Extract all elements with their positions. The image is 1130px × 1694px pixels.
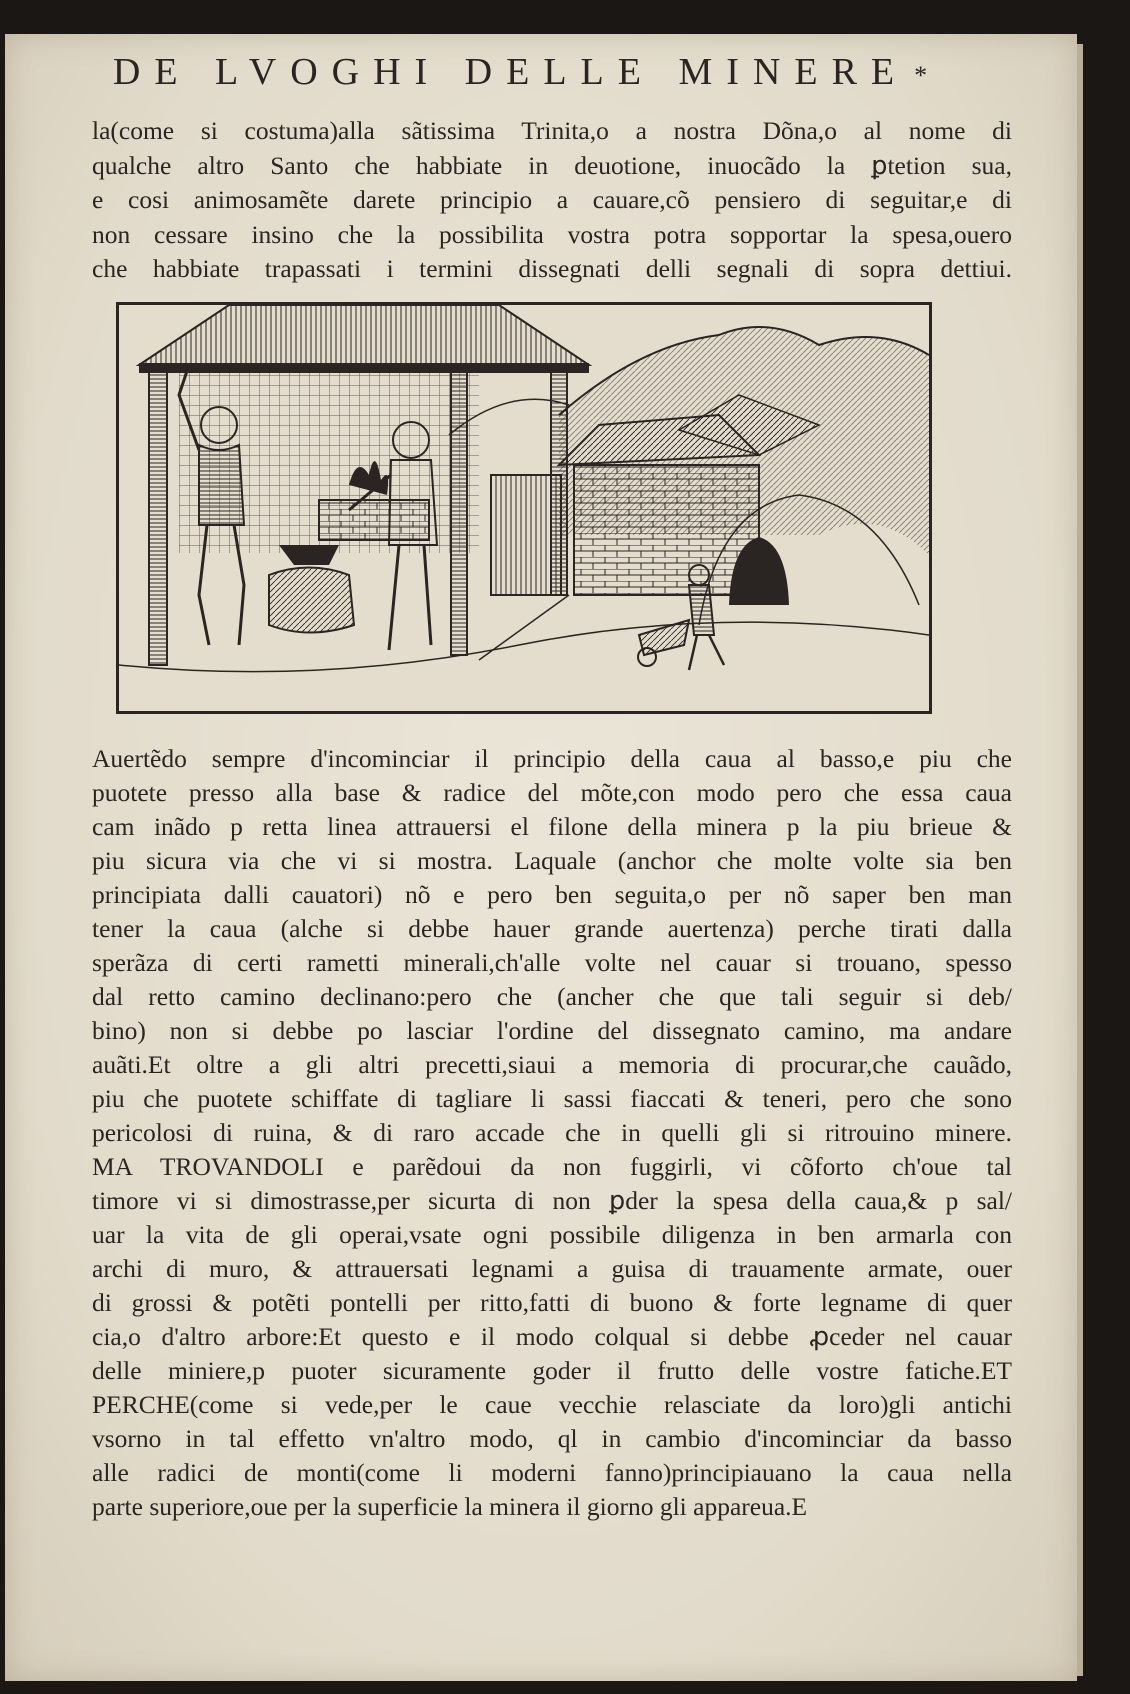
paragraph-bottom <box>92 742 1012 1524</box>
text-line: Auertẽdo sempre d'incominciar il principio della caua al basso,e piu che <box>92 744 1012 773</box>
anvil <box>279 545 339 565</box>
text-line: tener la caua (alche si debbe hauer grande auertenza) perche tirati dalla <box>92 914 1012 943</box>
running-title: DE LVOGHI DELLE MINERE <box>112 51 909 93</box>
text-line: e cosi animosamẽte darete principio a cauare,cõ pensiero di seguitar,e di <box>92 185 1012 214</box>
text-line: archi di muro, & attrauersati legnami a guisa di trauamente armate, ouer <box>92 1254 1012 1283</box>
woodcut-illustration <box>116 302 932 714</box>
gate <box>491 475 561 595</box>
text-line: piu che puotete schiffate di tagliare li sassi fiaccati & teneri, pero che sono <box>92 1084 1012 1113</box>
text-line: di grossi & potẽti pontelli per ritto,fatti di buono & forte legname di quer <box>92 1288 1012 1317</box>
text-line: PERCHE(come si vede,per le caue vecchie relasciate da loro)gli antichi <box>92 1390 1012 1419</box>
anvil-stump <box>269 568 354 633</box>
paragraph-top <box>92 114 1012 287</box>
text-line: cam inãdo p retta linea attrauersi el filone della minera p la piu brieue & <box>92 812 1012 841</box>
shed-post <box>451 365 467 655</box>
text-line: bino) non si debbe po lasciar l'ordine del dissegnato camino, ma andare <box>92 1016 1012 1045</box>
text-line: vsorno in tal effetto vn'altro modo, ql in cambio d'incominciar da basso <box>92 1424 1012 1453</box>
running-header <box>0 50 1040 94</box>
text-line: delle miniere,p puoter sicuramente goder il frutto delle vostre fatiche.ET <box>92 1356 1012 1385</box>
woodcut-drawing <box>119 305 929 711</box>
text-line: MA TROVANDOLI e parẽdoui da non fuggirli, vi cõforto ch'oue tal <box>92 1152 1012 1181</box>
text-line: piu sicura via che vi si mostra. Laquale (anchor che molte volte sia ben <box>92 846 1012 875</box>
page-edge <box>1077 44 1083 1676</box>
text-line: parte superiore,oue per la superficie la minera il giorno gli appareua.E <box>92 1492 808 1521</box>
text-line: sperãza di certi rametti minerali,ch'alle volte nel cauar si trouano, spesso <box>92 948 1012 977</box>
text-line: qualche altro Santo che habbiate in deuotione, inuocãdo la ꝑtetion sua, <box>92 150 1012 180</box>
forge-hearth <box>319 500 429 540</box>
text-line: puotete presso alla base & radice del mõte,con modo pero che essa caua <box>92 778 1012 807</box>
text-line: pericolosi di ruina, & di raro accade che in quelli gli si ritrouino minere. <box>92 1118 1012 1147</box>
shed-roof <box>139 305 589 365</box>
text-line: auãti.Et oltre a gli altri precetti,siaui a memoria di procurar,che cauãdo, <box>92 1050 1012 1079</box>
shed-post <box>149 365 167 665</box>
text-line: principiata dalli cauatori) nõ e pero ben seguita,o per nõ saper ben man <box>92 880 1012 909</box>
text-line: alle radici de monti(come li moderni fanno)principiauano la caua nella <box>92 1458 1012 1487</box>
house-wall <box>574 465 759 595</box>
ornament-asterisk: * <box>914 61 928 90</box>
text-line: timore vi si dimostrasse,per sicurta di non ꝑder la spesa della caua,& p sal/ <box>92 1186 1012 1215</box>
text-line: uar la vita de gli operai,vsate ogni possibile diligenza in ben armarla con <box>92 1220 1012 1249</box>
text-line: che habbiate trapassati i termini dissegnati delli segnali di sopra dettiui. <box>92 254 1012 283</box>
text-line: dal retto camino declinano:pero che (ancher che que tali seguir si deb/ <box>92 982 1012 1011</box>
text-line: la(come si costuma)alla sãtissima Trinita,o a nostra Dõna,o al nome di <box>92 116 1012 145</box>
text-line: cia,o d'altro arbore:Et questo e il modo colqual si debbe ꝓceder nel cauar <box>92 1322 1012 1351</box>
blacksmith-body <box>199 445 244 525</box>
text-line: non cessare insino che la possibilita vostra potra sopportar la spesa,ouero <box>92 219 1012 249</box>
